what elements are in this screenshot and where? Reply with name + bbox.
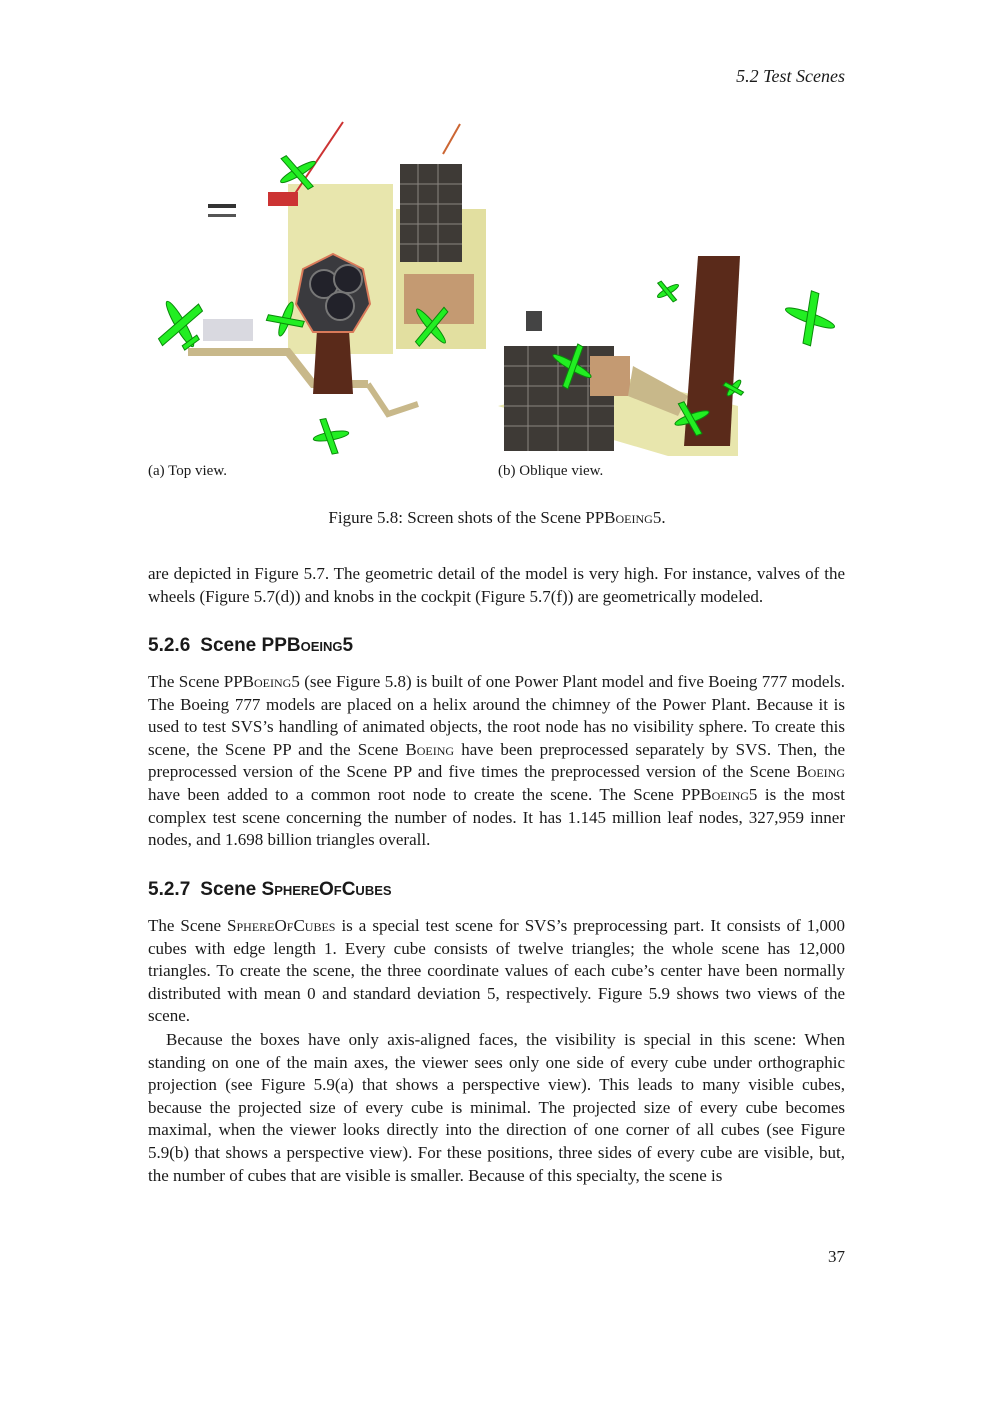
running-head: 5.2 Test Scenes xyxy=(736,66,845,86)
section-5-2-7-paragraph-2: Because the boxes have only axis-aligned faces, the visibility is special in this scene: When standing on one of the main axes, the viewer sees only one side of every cube under orthographic projection (see Figure 5.9(a) that shows a perspective view). This leads to many visible cubes, because the projected size of every cube is minimal. The projected size of every cube becomes maximal, when the viewer looks directly into the direction of one corner of all cubes (see Figure 5.9(b) that shows a perspective view). For these positions, three sides of every cube are visible, but, the number of cubes that are visible is smaller. Because of this specialty, the scene is xyxy=(148,1030,845,1185)
section-5-2-7-paragraph-1: The Scene SphereOfCubes is a special test scene for SVS’s preprocessing part. It consists of 1,000 cubes with edge length 1. Every cube consists of twelve triangles; the whole scene has 12,000 triangles. To create the scene, the three coordinate values of each cube’s center have been normally distributed with mean 0 and standard deviation 5, respectively. Figure 5.9 shows two views of the scene. xyxy=(148,916,845,1026)
figure-top-view xyxy=(148,114,490,458)
machinery xyxy=(203,319,253,341)
intro-paragraph: are depicted in Figure 5.7. The geometric detail of the model is very high. For instance, valves of the wheels (Figure 5.7(d)) and knobs in the cockpit (Figure 5.7(f)) are geometrically modeled. xyxy=(148,564,845,606)
building xyxy=(400,164,462,262)
equipment xyxy=(526,311,542,331)
figure-caption: Figure 5.8: Screen shots of the Scene PPBoeing5. xyxy=(328,508,666,527)
section-heading-5-2-7: 5.2.7 Scene SphereOfCubes xyxy=(148,879,392,900)
airplane-icon xyxy=(777,285,844,352)
equipment xyxy=(208,204,236,208)
roof-block xyxy=(590,356,630,396)
section-heading-5-2-6: 5.2.6 Scene PPBoeing5 xyxy=(148,635,354,656)
subcaption-a: (a) Top view. xyxy=(148,463,227,479)
figure-oblique-view xyxy=(498,256,844,456)
section-5-2-6-paragraph: The Scene PPBoeing5 (see Figure 5.8) is built of one Power Plant model and five Boeing 777 models. The Boeing 777 models are placed on a helix around the chimney of the Power Plant. Because it is used to test SVS’s handling of animated objects, the root node has no visibility sphere. To create this scene, the Scene PP and the Scene Boeing have been preprocessed separately by SVS. Then, the preprocessed version of the Scene PP and five times the preprocessed version of the Scene Boeing have been added to a common root node to create the scene. The Scene PPBoeing5 is the most complex test scene concerning the number of nodes. It has 1.145 million leaf nodes, 327,959 inner nodes, and 1.698 billion triangles overall. xyxy=(148,672,845,850)
airplane-icon xyxy=(310,415,352,457)
subcaption-b: (b) Oblique view. xyxy=(498,463,604,479)
page-number: 37 xyxy=(828,1247,845,1266)
airplane-icon xyxy=(652,275,685,308)
crane-cab xyxy=(268,192,298,206)
